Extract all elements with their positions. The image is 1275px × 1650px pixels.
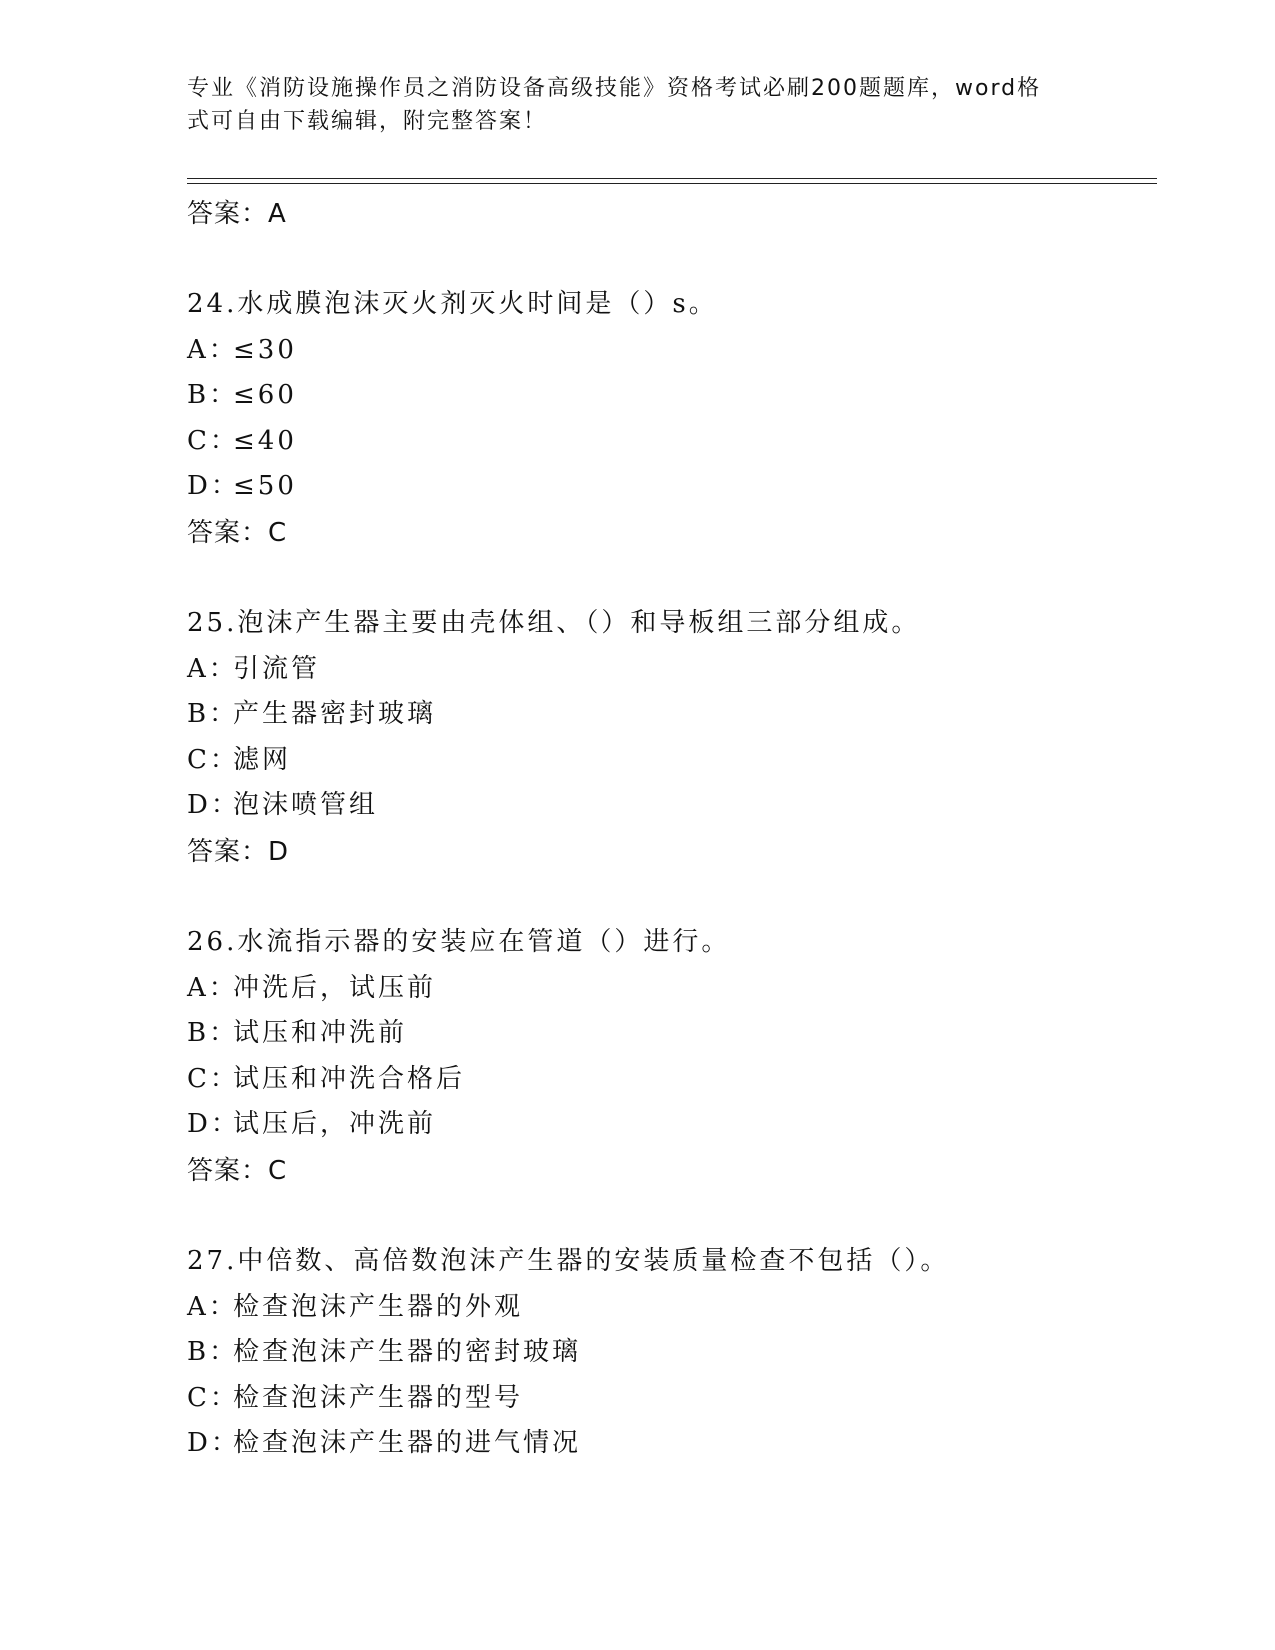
answer-line: 答案：C	[187, 1155, 288, 1186]
option-key: A：	[187, 334, 238, 365]
option-key: D：	[187, 1428, 240, 1459]
option-text: ≤50	[233, 471, 297, 502]
option-d	[187, 1102, 1147, 1148]
option-a	[187, 966, 1147, 1012]
option-key: B：	[187, 699, 239, 730]
option-text: 冲洗后，试压前	[233, 972, 437, 1003]
answer-line: 答案：D	[187, 836, 290, 867]
question-text: 26.水流指示器的安装应在管道（）进行。	[187, 926, 731, 957]
option-key: A：	[187, 972, 238, 1003]
question-block	[187, 1239, 1147, 1467]
option-text: 检查泡沫产生器的进气情况	[233, 1428, 582, 1459]
answer-line: 答案：A	[187, 199, 287, 229]
option-key: C：	[187, 425, 239, 456]
option-b	[187, 1011, 1147, 1057]
option-key: C：	[187, 1382, 239, 1413]
option-key: C：	[187, 1063, 239, 1094]
option-key: C：	[187, 744, 239, 775]
option-b	[187, 692, 1147, 738]
option-c	[187, 1057, 1147, 1103]
option-text: ≤60	[233, 380, 297, 411]
option-d	[187, 783, 1147, 829]
option-text: 滤网	[233, 744, 292, 775]
header-divider-top	[187, 178, 1157, 179]
answer-line: 答案：C	[187, 517, 288, 548]
option-a	[187, 328, 1147, 374]
option-d	[187, 464, 1147, 510]
header-line-1: 专业《消防设施操作员之消防设备高级技能》资格考试必刷200题题库，word格	[187, 76, 1042, 101]
option-c	[187, 1376, 1147, 1422]
question-block	[187, 282, 1147, 556]
option-key: B：	[187, 1337, 239, 1368]
option-text: 试压后，冲洗前	[233, 1109, 437, 1140]
option-a	[187, 647, 1147, 693]
option-key: D：	[187, 790, 240, 821]
option-key: A：	[187, 1291, 238, 1322]
question-block	[187, 920, 1147, 1194]
option-key: B：	[187, 380, 239, 411]
option-a	[187, 1285, 1147, 1331]
option-text: 产生器密封玻璃	[233, 699, 437, 730]
option-text: 试压和冲洗前	[233, 1018, 408, 1049]
option-text: ≤30	[233, 334, 297, 365]
option-d	[187, 1421, 1147, 1467]
option-text: ≤40	[233, 425, 297, 456]
header-divider-bottom	[187, 183, 1157, 184]
option-text: 检查泡沫产生器的密封玻璃	[233, 1337, 582, 1368]
header-line-2: 式可自由下载编辑，附完整答案！	[187, 109, 548, 134]
question-block	[187, 601, 1147, 875]
option-key: B：	[187, 1018, 239, 1049]
option-b	[187, 1330, 1147, 1376]
option-text: 引流管	[233, 653, 321, 684]
question-list	[187, 191, 1147, 1467]
option-key: D：	[187, 1109, 240, 1140]
option-c	[187, 419, 1147, 465]
option-text: 检查泡沫产生器的外观	[233, 1291, 524, 1322]
option-text: 检查泡沫产生器的型号	[233, 1382, 524, 1413]
option-b	[187, 373, 1147, 419]
question-text: 24.水成膜泡沫灭火剂灭火时间是（）s。	[187, 289, 718, 319]
option-key: D：	[187, 471, 240, 502]
question-text: 25.泡沫产生器主要由壳体组、（）和导板组三部分组成。	[187, 607, 921, 638]
option-key: A：	[187, 653, 238, 684]
question-text: 27.中倍数、高倍数泡沫产生器的安装质量检查不包括（）。	[187, 1245, 950, 1276]
option-text: 泡沫喷管组	[233, 790, 379, 821]
document-header	[187, 72, 1067, 138]
option-c	[187, 738, 1147, 784]
option-text: 试压和冲洗合格后	[233, 1063, 466, 1094]
